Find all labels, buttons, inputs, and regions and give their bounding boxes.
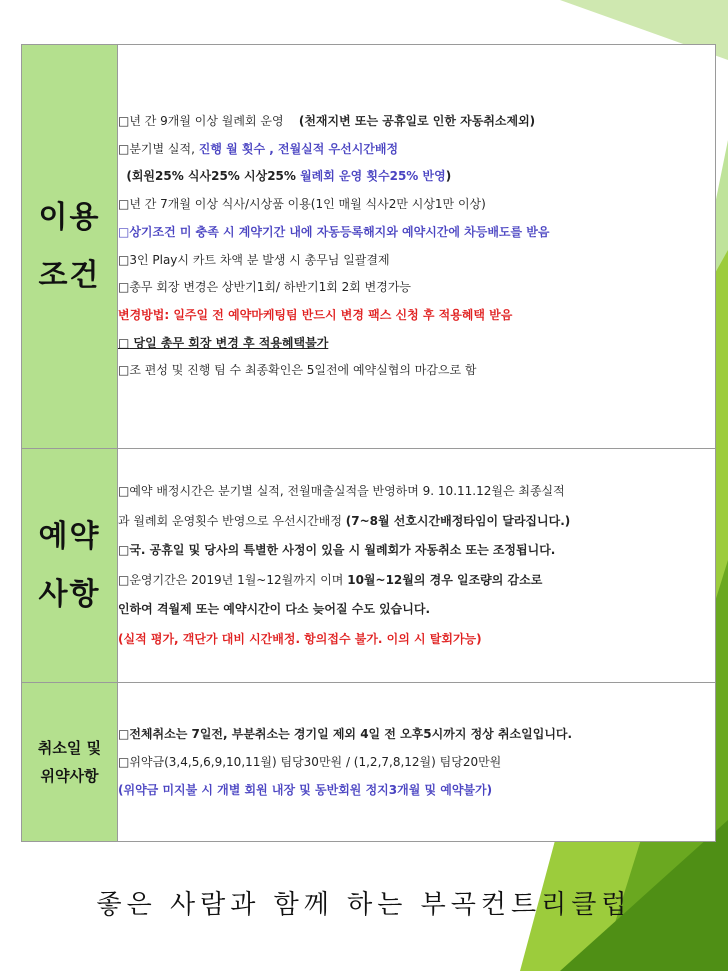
text: (7~8월 선호시간배정타임이 달라집니다.) bbox=[345, 513, 571, 528]
checkbox-glyph: □ bbox=[118, 755, 130, 769]
text: 예약 배정시간은 분기별 실적, 전월매출실적을 반영하며 9. 10.11.12월은 최종실적 bbox=[129, 484, 565, 498]
checkbox-glyph: □ bbox=[118, 484, 130, 498]
text: 과 월례회 운영횟수 반영으로 우선시간배정 bbox=[118, 513, 346, 528]
usage-label-line2: 조건 bbox=[38, 257, 101, 293]
reservation-line-6 bbox=[118, 625, 715, 655]
reservation-line-1 bbox=[118, 477, 715, 507]
usage-row bbox=[22, 45, 716, 449]
text: 총무 회장 변경은 상반기1회/ 하반기1회 2회 변경가능 bbox=[129, 280, 412, 295]
checkbox-glyph: □ bbox=[118, 363, 130, 378]
checkbox-glyph: □ bbox=[118, 113, 130, 128]
usage-line-3 bbox=[118, 163, 715, 191]
info-table bbox=[21, 44, 716, 842]
text: 당일 총무 회장 변경 후 적용혜택불가 bbox=[129, 335, 329, 350]
usage-line-9 bbox=[118, 330, 715, 358]
text: (회원25% 식사25% 시상25% bbox=[118, 169, 301, 184]
checkbox-glyph: □ bbox=[118, 543, 130, 557]
cancel-line-3 bbox=[118, 776, 715, 804]
reservation-line-5 bbox=[118, 595, 715, 625]
reservation-label-line1: 예약 bbox=[38, 518, 101, 554]
checkbox-glyph: □ bbox=[118, 572, 130, 587]
usage-label-cell bbox=[22, 45, 118, 449]
text: ) bbox=[445, 169, 452, 184]
checkbox-glyph: □ bbox=[118, 141, 130, 156]
text: 변경방법: 일주일 전 예약마케팅팀 반드시 변경 팩스 신청 후 적용혜택 받음 bbox=[118, 307, 513, 322]
checkbox-glyph: □ bbox=[118, 727, 130, 741]
reservation-line-4 bbox=[118, 566, 715, 596]
usage-line-10 bbox=[118, 357, 715, 385]
usage-line-2 bbox=[118, 136, 715, 164]
reservation-line-3 bbox=[118, 536, 715, 566]
checkbox-glyph: □ bbox=[118, 252, 130, 267]
usage-line-4 bbox=[118, 191, 715, 219]
usage-content-cell bbox=[118, 45, 716, 449]
text: 진행 월 횟수 , 전월실적 우선시간배정 bbox=[198, 141, 399, 156]
text: 년 간 7개월 이상 식사/시상품 이용(1인 매월 식사2만 시상1만 이상) bbox=[129, 197, 486, 212]
text: (위약금 미지불 시 개별 회원 내장 및 동반회원 정지3개월 및 예약불가) bbox=[118, 783, 493, 797]
text: 분기별 실적, bbox=[129, 141, 199, 156]
usage-label-line1: 이용 bbox=[38, 199, 101, 235]
cancel-row bbox=[22, 683, 716, 842]
text: 국. 공휴일 및 당사의 특별한 사정이 있을 시 월례회가 자동취소 또는 조정됩니다. bbox=[129, 543, 556, 557]
cancel-content-cell bbox=[118, 683, 716, 842]
text: 상기조건 미 충족 시 계약기간 내에 자동등록해지와 예약시간에 차등배도를 받음 bbox=[129, 224, 550, 239]
checkbox-glyph: □ bbox=[118, 335, 130, 350]
text: 3인 Play시 카트 차액 분 발생 시 총무님 일괄결제 bbox=[129, 252, 390, 267]
reservation-row bbox=[22, 449, 716, 683]
checkbox-glyph: □ bbox=[118, 197, 130, 212]
cancel-label-cell bbox=[22, 683, 118, 842]
text: (실적 평가, 객단가 대비 시간배정. 항의접수 불가. 이의 시 탈회가능) bbox=[118, 631, 482, 646]
reservation-label-line2: 사항 bbox=[38, 576, 101, 612]
reservation-content-cell bbox=[118, 449, 716, 683]
cancel-line-2 bbox=[118, 748, 715, 776]
text: 인하여 격월제 또는 예약시간이 다소 늦어질 수도 있습니다. bbox=[118, 602, 431, 616]
text: 월례회 운영 횟수25% 반영 bbox=[300, 169, 446, 184]
text: 위약금(3,4,5,6,9,10,11월) 팀당30만원 / (1,2,7,8,12월) 팀당20만원 bbox=[129, 755, 502, 769]
text: 년 간 9개월 이상 월례회 운영 bbox=[129, 113, 299, 128]
usage-line-8 bbox=[118, 302, 715, 330]
usage-line-7 bbox=[118, 274, 715, 302]
text: 조 편성 및 진행 팀 수 최종확인은 5일전에 예약실협의 마감으로 함 bbox=[129, 363, 477, 378]
usage-line-1 bbox=[118, 108, 715, 136]
usage-line-6 bbox=[118, 247, 715, 275]
reservation-label-cell bbox=[22, 449, 118, 683]
checkbox-glyph: □ bbox=[118, 280, 130, 295]
text: 운영기간은 2019년 1월~12월까지 이며 bbox=[129, 572, 348, 587]
checkbox-glyph: □ bbox=[118, 224, 130, 239]
footer-slogan: 좋은 사람과 함께 하는 부곡컨트리클럽 bbox=[96, 890, 632, 920]
cancel-line-1 bbox=[118, 720, 715, 748]
cancel-label-line2: 위약사항 bbox=[40, 767, 99, 785]
cancel-label-line1: 취소일 및 bbox=[37, 739, 102, 757]
text: 10월~12월의 경우 일조량의 감소로 bbox=[347, 572, 543, 587]
reservation-line-2 bbox=[118, 507, 715, 537]
usage-line-5 bbox=[118, 219, 715, 247]
text: (천재지변 또는 공휴일로 인한 자동취소제외) bbox=[298, 113, 536, 128]
text: 전체취소는 7일전, 부분취소는 경기일 제외 4일 전 오후5시까지 정상 취소일입니다. bbox=[129, 727, 573, 741]
